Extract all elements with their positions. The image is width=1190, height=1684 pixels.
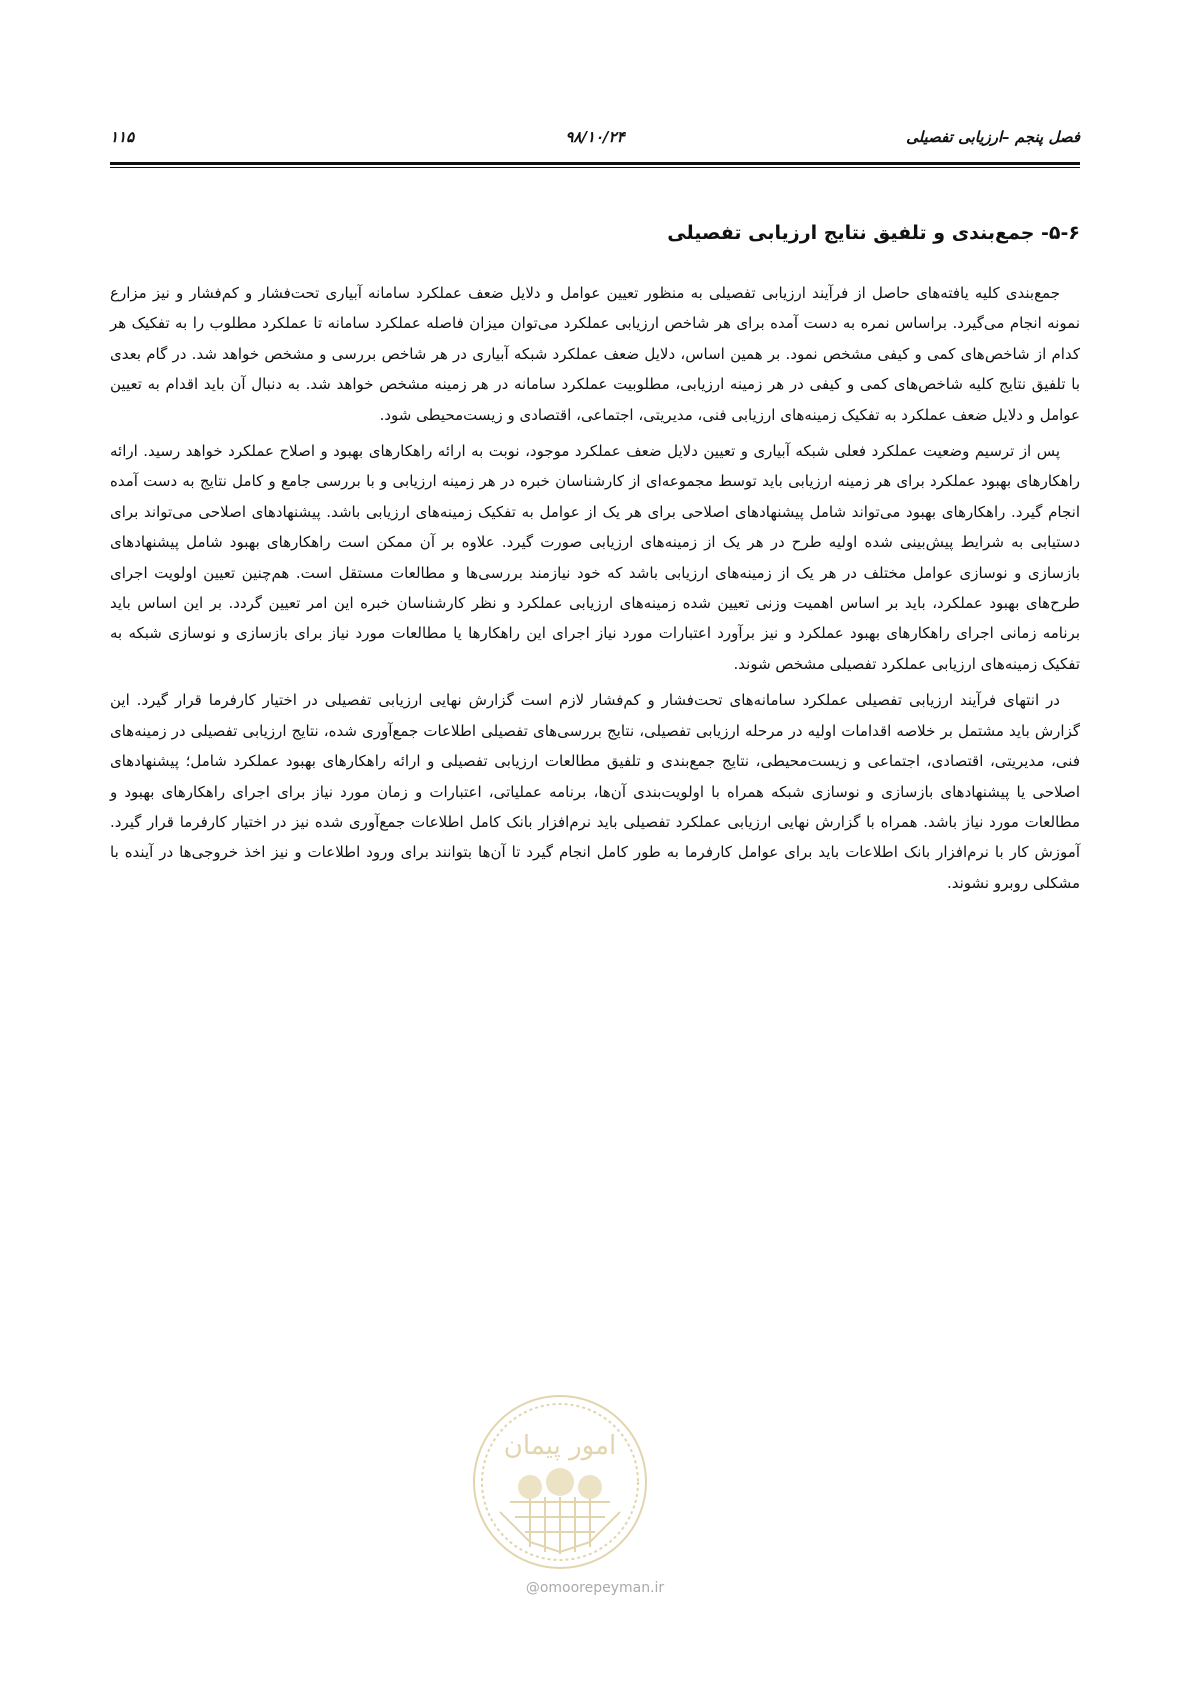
watermark-logo-text: امور پیمان (503, 1431, 617, 1461)
body-text (110, 278, 1080, 904)
page-header (110, 128, 1080, 154)
header-rule-thick (110, 162, 1080, 165)
paragraph-1: جمع‌بندی کلیه یافته‌های حاصل از فرآیند ارزیابی تفصیلی به منظور تعیین عوامل و دلایل ضعف عملکرد سامانه آبیاری تحت‌فشار و کم‌فشار و نیز مزارع نمونه انجام می‌گیرد. براساس نمره به دست آمده برای هر شاخص ارزیابی عملکرد می‌توان میزان فاصله عملکرد سامانه تا عملکرد مطلوب را به تفکیک هر کدام از شاخص‌های کمی و کیفی مشخص نمود. بر همین اساس، دلایل ضعف عملکرد شبکه آبیاری در هر شاخص بررسی و مشخص خواهد شد. در گام بعدی با تلفیق نتایج کلیه شاخص‌های کمی و کیفی در هر زمینه ارزیابی، مطلوبیت عملکرد سامانه در هر زمینه مشخص خواهد شد. به دنبال آن باید اقدام به تعیین عوامل و دلایل ضعف عملکرد به تفکیک زمینه‌های ارزیابی فنی، مدیریتی، اجتماعی، اقتصادی و زیست‌محیطی شود. (110, 284, 1080, 424)
header-date: ۹۸/۱۰/۲۴ (565, 128, 625, 146)
section-title: ۵-۶- جمع‌بندی و تلفیق نتایج ارزیابی تفصیلی (667, 222, 1080, 244)
watermark-url: @omoorepeyman.ir (525, 1580, 665, 1596)
chapter-title: فصل پنجم –ارزیابی تفصیلی (906, 128, 1080, 146)
header-rule-thin (110, 167, 1080, 168)
watermark-logo (470, 1392, 650, 1572)
paragraph-3: در انتهای فرآیند ارزیابی تفصیلی عملکرد سامانه‌های تحت‌فشار و کم‌فشار لازم است گزارش نهایی ارزیابی تفصیلی در اختیار کارفرما قرار گیرد. این گزارش باید مشتمل بر خلاصه اقدامات اولیه در مرحله ارزیابی تفصیلی، نتایج بررسی‌های تفصیلی اطلاعات جمع‌آوری شده، نتایج ارزیابی تفصیلی در زمینه‌های فنی، مدیریتی، اقتصادی، اجتماعی و زیست‌محیطی، نتایج جمع‌بندی و تلفیق مطالعات ارزیابی تفصیلی و ارائه راهکارهای بهبود عملکرد شامل؛ پیشنهادهای اصلاحی یا پیشنهادهای بازسازی و نوسازی شبکه همراه با اولویت‌بندی آن‌ها، برنامه عملیاتی، اعتبارات و زمان مورد نیاز برای اجرای راهکارهای بهبود و مطالعات مورد نیاز باشد. همراه با گزارش نهایی ارزیابی عملکرد تفصیلی باید نرم‌افزار بانک کامل اطلاعات جمع‌آوری شده نیز در اختیار کارفرما قرار گیرد. آموزش کار با نرم‌افزار بانک اطلاعات باید برای عوامل کارفرما به طور کامل انجام گیرد تا آن‌ها بتوانند برای ورود اطلاعات و نیز اخذ خروجی‌ها در آینده با مشکلی روبرو نشوند. (110, 691, 1080, 892)
paragraph-2: پس از ترسیم وضعیت عملکرد فعلی شبکه آبیاری و تعیین دلایل ضعف عملکرد موجود، نوبت به ارائه راهکارهای بهبود و اصلاح عملکرد خواهد رسید. ارائه راهکارهای بهبود عملکرد برای هر زمینه ارزیابی باید توسط مجموعه‌ای از کارشناسان خبره در هر زمینه ارزیابی و با بررسی جامع و کامل نتایج به دست آمده انجام گیرد. راهکارهای بهبود می‌تواند شامل پیشنهادهای اصلاحی برای هر یک از عوامل به تفکیک زمینه‌های ارزیابی باشد. پیشنهادهای اصلاحی می‌تواند برای دستیابی به شرایط پیش‌بینی شده اولیه طرح در هر یک از زمینه‌های ارزیابی صورت گیرد. علاوه بر آن ممکن است راهکارهای بهبود شامل پیشنهادهای بازسازی و نوسازی عوامل مختلف در هر یک از زمینه‌های ارزیابی باشد که خود نیازمند بررسی‌ها و مطالعات مستقل است. هم‌چنین تعیین اولویت اجرای طرح‌های بهبود عملکرد، باید بر اساس اهمیت وزنی تعیین شده زمینه‌های ارزیابی عملکرد و نظر کارشناسان خبره این امر تعیین گردد. بر این اساس باید برنامه زمانی اجرای راهکارهای بهبود عملکرد و نیز برآورد اعتبارات مورد نیاز اجرای این راهکارها یا مطالعات مورد نیاز برای بازسازی و نوسازی شبکه به تفکیک زمینه‌های ارزیابی عملکرد تفصیلی مشخص شوند. (110, 442, 1080, 673)
page-number: ۱۱۵ (110, 128, 135, 146)
